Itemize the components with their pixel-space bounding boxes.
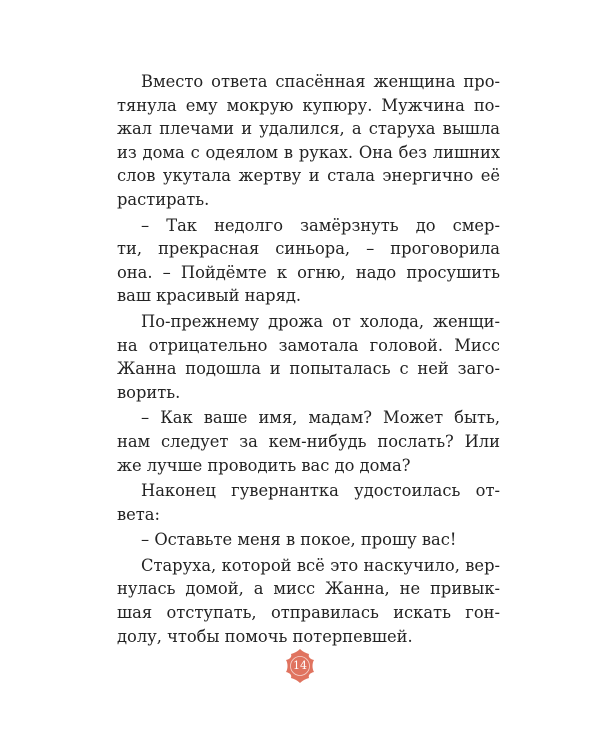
text-line: Жанна подошла и попыталась с ней заго- [117,359,500,379]
paragraph [117,406,500,477]
text-line: По-прежнему дрожа от холода, женщи- [141,311,500,331]
paragraph [117,310,500,404]
text-line: нам следует за кем-нибудь послать? Или [117,431,500,451]
page-number-badge [278,648,322,684]
text-line: – Как ваше имя, мадам? Может быть, [141,408,500,428]
paragraph [117,70,500,212]
text-line: растирать. [117,189,210,209]
paragraph [117,554,500,648]
text-line: Старуха, которой всё это наскучило, вер- [141,555,500,575]
text-line: ворить. [117,382,181,402]
text-line: долу, чтобы помочь потерпевшей. [117,626,413,646]
text-line: Наконец гувернантка удостоилась от- [141,481,500,501]
text-line: жал плечами и удалился, а старуха вышла [117,119,500,139]
text-line: тянула ему мокрую купюру. Мужчина по- [117,95,500,115]
text-line: ти, прекрасная синьора, – проговорила [117,239,500,259]
text-line: нулась домой, а мисс Жанна, не привык- [117,579,500,599]
body-text [117,70,500,648]
text-line: вета: [117,504,161,524]
paragraph [117,214,500,308]
text-line: она. – Пойдёмте к огню, надо просушить [117,262,500,282]
text-line: слов укутала жертву и стала энергично её [117,166,500,186]
text-line: на отрицательно замотала головой. Мисс [117,335,500,355]
text-line: шая отступать, отправилась искать гон- [117,603,500,623]
text-line: – Так недолго замёрзнуть до смер- [141,215,500,235]
text-line: – Оставьте меня в покое, прошу вас! [141,530,457,550]
text-line: из дома с одеялом в руках. Она без лишних [117,142,500,162]
text-line: же лучше проводить вас до дома? [117,455,411,475]
text-line: Вместо ответа спасённая женщина про- [141,72,500,91]
page-number: 14 [293,659,307,672]
paragraph [117,479,500,526]
text-line: ваш красивый наряд. [117,286,302,306]
paragraph [117,528,500,552]
